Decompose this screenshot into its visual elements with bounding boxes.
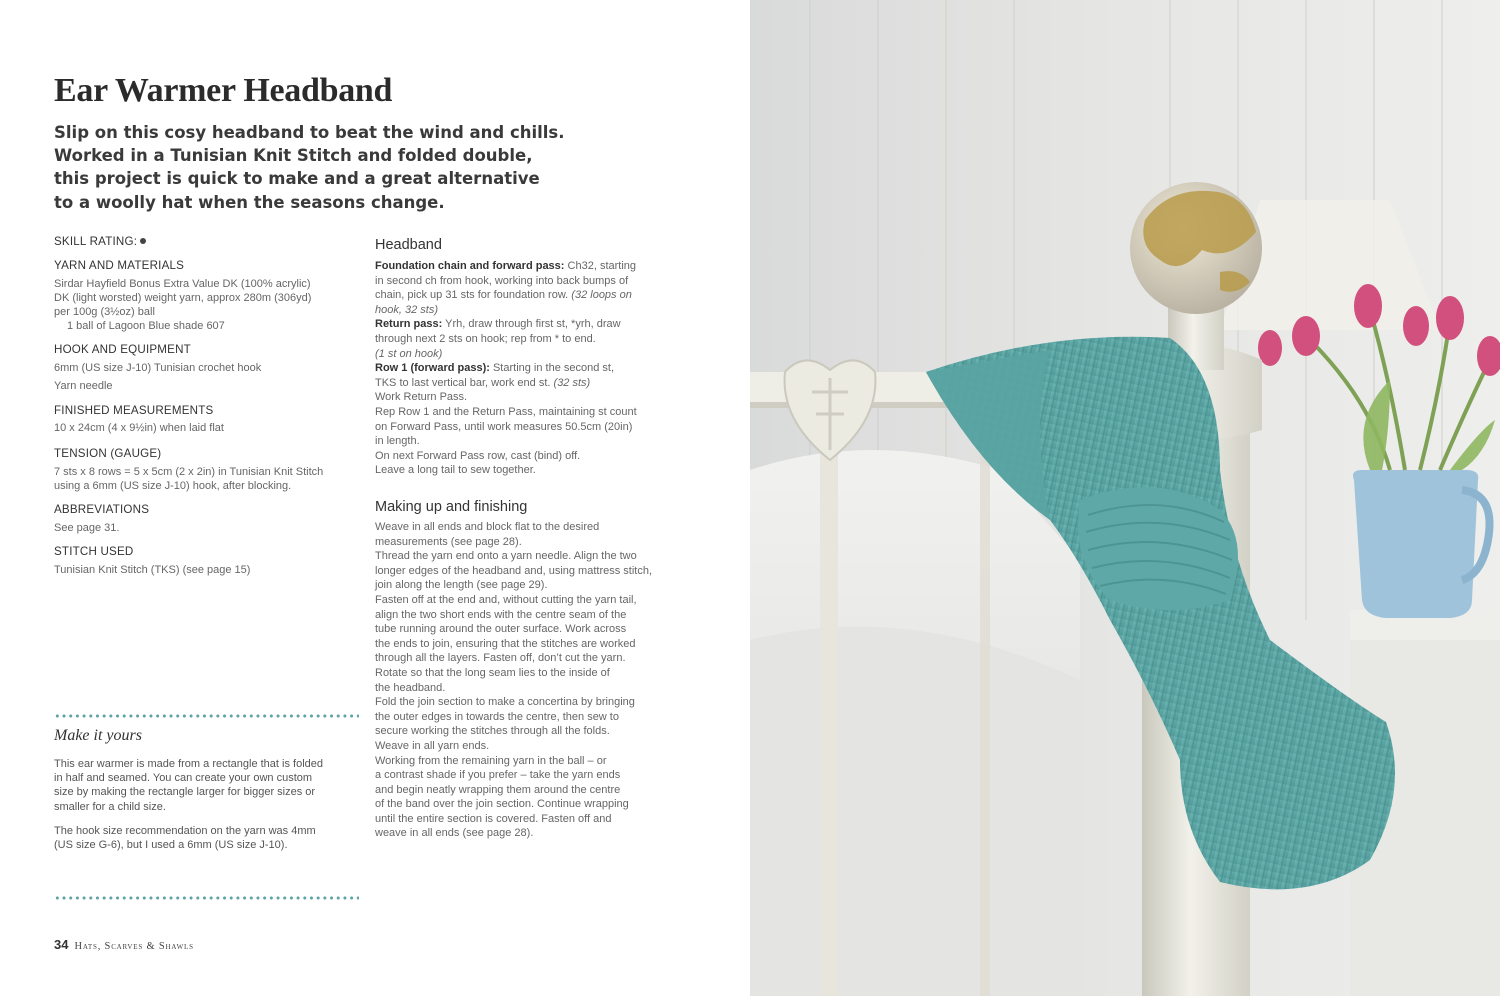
make-it-yours-title: Make it yours <box>54 727 142 744</box>
stitch-count: hook, 32 sts) <box>375 303 438 316</box>
text-line: measurements (see page 28). <box>375 535 522 548</box>
text-line: until the entire section is covered. Fasten off and <box>375 812 612 825</box>
text-line: Thread the yarn end onto a yarn needle. Align the two <box>375 550 637 563</box>
text-line: through all the layers. Fasten off, don’t cut the yarn. <box>375 652 626 665</box>
text-line: smaller for a child size. <box>54 800 166 813</box>
headband-instructions <box>375 259 695 478</box>
tension-label: TENSION (GAUGE) <box>54 447 162 460</box>
text-line: join along the length (see page 29). <box>375 579 548 592</box>
page-title: Ear Warmer Headband <box>54 72 393 109</box>
text-line: chain, pick up 31 sts for foundation row. <box>375 289 569 302</box>
yarn-line: Sirdar Hayfield Bonus Extra Value DK (100% acrylic) <box>54 278 311 290</box>
text-line: (US size G-6), but I used a 6mm (US size J-10). <box>54 839 288 852</box>
yarn-label: YARN AND MATERIALS <box>54 259 185 272</box>
photo-illustration <box>750 0 1500 996</box>
text-line: in length. <box>375 435 420 448</box>
text-line: of the band over the join section. Continue wrapping <box>375 798 629 811</box>
text-line: Work Return Pass. <box>375 391 468 404</box>
row1-label: Row 1 (forward pass): <box>375 362 490 375</box>
skill-rating-dot-icon <box>140 238 146 244</box>
text-line: tube running around the outer surface. Work across <box>375 623 627 636</box>
text-line: size by making the rectangle larger for bigger sizes or <box>54 786 316 799</box>
abbreviations-label: ABBREVIATIONS <box>54 503 150 516</box>
abbreviations-line: See page 31. <box>54 522 120 534</box>
stitch-count: (1 st on hook) <box>375 347 443 360</box>
intro-line: to a woolly hat when the seasons change. <box>54 192 445 212</box>
finished-label: FINISHED MEASUREMENTS <box>54 404 214 417</box>
text-line: Weave in all ends and block flat to the desired <box>375 521 600 533</box>
text-line: weave in all ends (see page 28). <box>375 827 534 840</box>
text-line: align the two short ends with the centre seam of the <box>375 608 627 621</box>
text-line: TKS to last vertical bar, work end st. <box>375 376 551 389</box>
finishing-heading: Making up and finishing <box>375 499 528 515</box>
stitch-label: STITCH USED <box>54 545 134 558</box>
text-line: the headband. <box>375 681 446 694</box>
text-line: Leave a long tail to sew together. <box>375 464 536 477</box>
stitch-count: (32 sts) <box>553 376 591 389</box>
yarn-line: 1 ball of Lagoon Blue shade 607 <box>67 320 225 332</box>
intro-paragraph <box>54 121 565 214</box>
intro-line: this project is quick to make and a great alternative <box>54 169 540 189</box>
text-line: Fold the join section to make a concertina by bringing <box>375 696 635 709</box>
headband-heading: Headband <box>375 237 442 253</box>
text-line: in second ch from hook, working into back bumps of <box>375 274 629 287</box>
dotted-divider <box>54 714 359 718</box>
stitch-count: (32 loops on <box>571 289 632 302</box>
yarn-line: per 100g (3½oz) ball <box>54 306 155 318</box>
text-line: Yrh, draw through first st, *yrh, draw <box>445 318 621 331</box>
text-line: The hook size recommendation on the yarn was 4mm <box>54 825 316 837</box>
finished-line: 10 x 24cm (4 x 9½in) when laid flat <box>54 422 224 434</box>
tension-line: 7 sts x 8 rows = 5 x 5cm (2 x 2in) in Tunisian Knit Stitch <box>54 466 324 478</box>
headband-photo <box>750 0 1500 996</box>
intro-line: Worked in a Tunisian Knit Stitch and folded double, <box>54 146 533 166</box>
text-line: through next 2 sts on hook; rep from * to end. <box>375 332 596 345</box>
stitch-line: Tunisian Knit Stitch (TKS) (see page 15) <box>54 564 251 576</box>
text-line: a contrast shade if you prefer – take the yarn ends <box>375 769 621 782</box>
dotted-divider <box>54 896 359 900</box>
text-line: Fasten off at the end and, without cutting the yarn tail, <box>375 593 637 606</box>
foundation-label: Foundation chain and forward pass: <box>375 260 565 272</box>
finishing-instructions <box>375 520 695 841</box>
text-line: Starting in the second st, <box>492 362 615 375</box>
text-line: secure working the stitches through all the folds. <box>375 725 610 738</box>
page-number: 34 <box>54 937 69 952</box>
text-line: Weave in all yarn ends. <box>375 739 490 752</box>
tension-line: using a 6mm (US size J-10) hook, after blocking. <box>54 480 292 492</box>
section-name: Hats, Scarves & Shawls <box>74 941 194 952</box>
text-line: This ear warmer is made from a rectangle that is folded <box>54 758 324 770</box>
return-label: Return pass: <box>375 318 443 331</box>
text-line: Rotate so that the long seam lies to the inside of <box>375 666 610 679</box>
make-it-yours-paragraph <box>54 824 354 852</box>
skill-rating <box>54 235 146 248</box>
text-line: Ch32, starting <box>567 260 637 272</box>
hook-line: 6mm (US size J-10) Tunisian crochet hook <box>54 362 262 374</box>
intro-line: Slip on this cosy headband to beat the wind and chills. <box>54 123 565 142</box>
page-footer <box>54 936 194 954</box>
make-it-yours-paragraph <box>54 757 354 814</box>
hook-line: Yarn needle <box>54 380 113 392</box>
text-line: on Forward Pass, until work measures 50.5cm (20in) <box>375 420 633 433</box>
yarn-line: DK (light worsted) weight yarn, approx 280m (306yd) <box>54 292 312 304</box>
text-line: On next Forward Pass row, cast (bind) off. <box>375 449 581 462</box>
text-line: in half and seamed. You can create your own custom <box>54 772 313 785</box>
text-line: longer edges of the headband and, using mattress stitch, <box>375 564 653 577</box>
text-line: and begin neatly wrapping them around the centre <box>375 783 621 796</box>
text-line: the ends to join, ensuring that the stitches are worked <box>375 637 636 650</box>
text-line: the outer edges in towards the centre, then sew to <box>375 710 619 723</box>
text-line: Rep Row 1 and the Return Pass, maintaining st count <box>375 405 637 418</box>
text-line: Working from the remaining yarn in the ball – or <box>375 754 607 767</box>
hook-label: HOOK AND EQUIPMENT <box>54 343 191 356</box>
skill-rating-label: SKILL RATING: <box>54 235 138 248</box>
